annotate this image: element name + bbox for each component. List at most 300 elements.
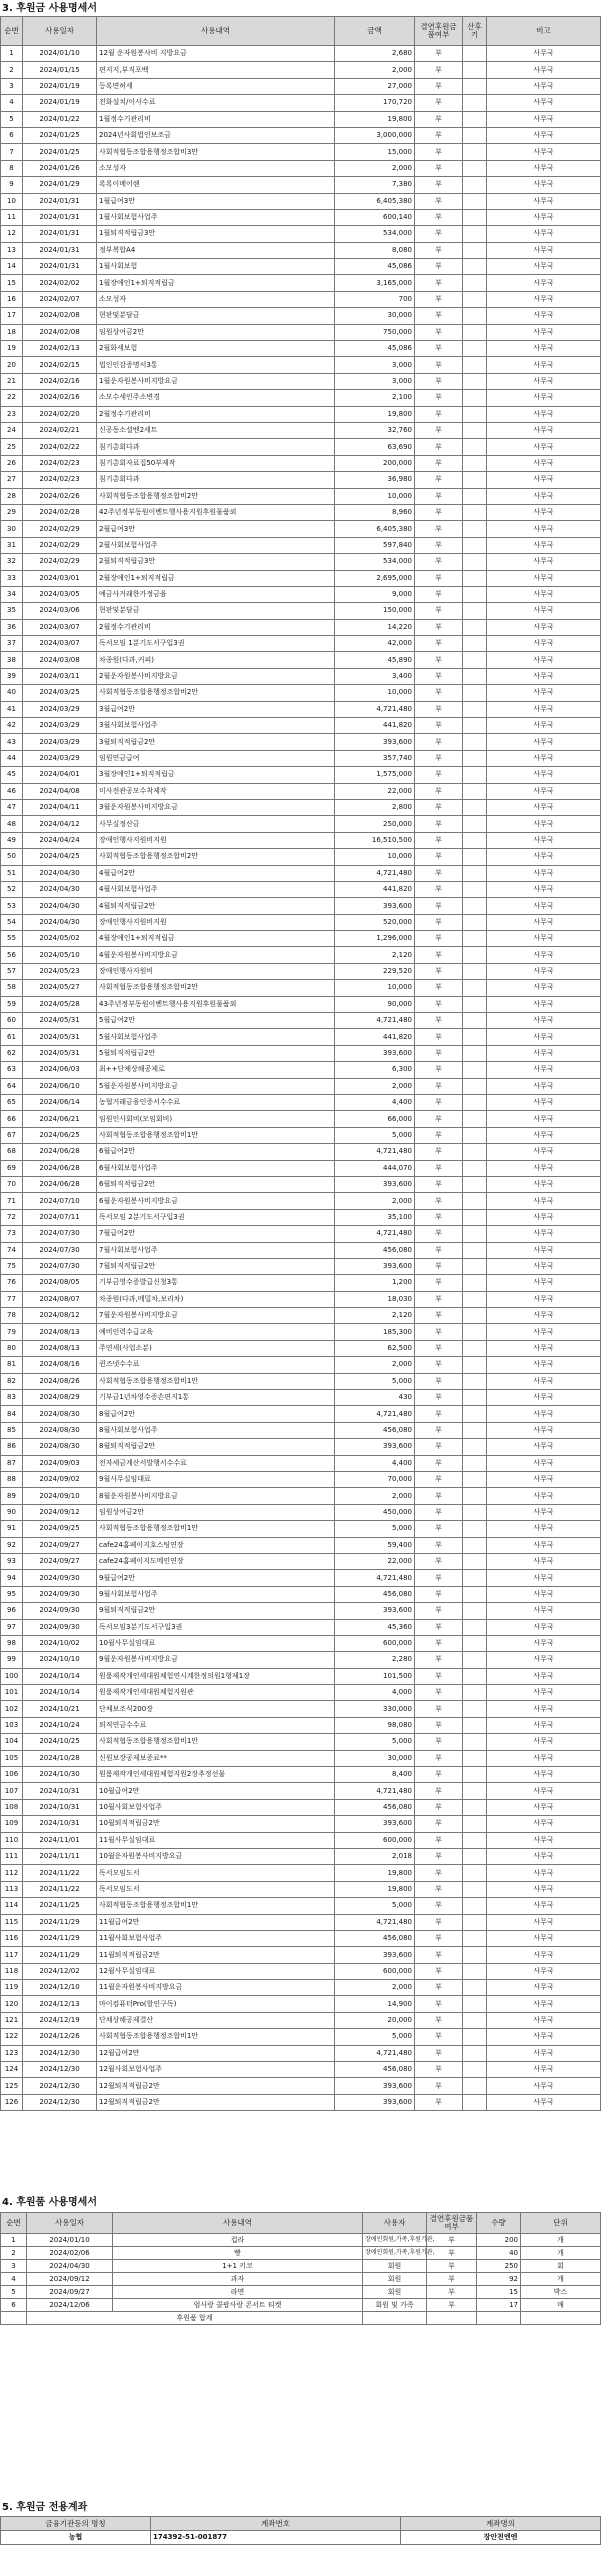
row-flag: 부 [415,1160,463,1176]
row-no: 45 [1,767,23,783]
table-row [1,2012,601,2028]
row-dest [463,439,487,455]
table-row [1,2247,601,2260]
row-date: 2024/08/29 [23,1390,97,1406]
row-no: 71 [1,1193,23,1209]
row-amount: 63,690 [335,439,415,455]
row-no: 33 [1,570,23,586]
table-row [1,1914,601,1930]
row-date: 2024/02/22 [23,439,97,455]
row-date: 2024/09/30 [23,1603,97,1619]
row-amount: 19,800 [335,406,415,422]
row-note: 사무국 [487,2062,601,2078]
row-flag: 부 [415,406,463,422]
table-row [1,2299,601,2312]
table-row [1,1406,601,1422]
col-date: 사용일자 [27,2213,113,2234]
row-date: 2024/03/05 [23,586,97,602]
row-dest [463,1242,487,1258]
row-user: 장애인회원,가족,후원기관, [363,2247,427,2260]
row-dest [463,1816,487,1832]
row-flag: 부 [415,308,463,324]
row-dest [463,1996,487,2012]
row-amount: 393,600 [335,1176,415,1192]
table-row [1,2234,601,2247]
row-note: 사무국 [487,1045,601,1061]
row-user: 회원 [363,2260,427,2273]
row-amount: 5,000 [335,1734,415,1750]
row-dest [463,160,487,176]
account-header-row [1,2517,601,2531]
row-no: 58 [1,980,23,996]
row-amount: 15,000 [335,144,415,160]
row-amount: 8,960 [335,504,415,520]
row-note: 사무국 [487,1193,601,1209]
row-date: 2024/04/30 [23,865,97,881]
row-desc: 농협거래금융인증서수수료 [97,1095,335,1111]
row-amount: 27,000 [335,78,415,94]
row-date: 2024/03/29 [23,701,97,717]
row-no: 124 [1,2062,23,2078]
row-flag: 부 [415,1570,463,1586]
row-flag: 부 [415,1291,463,1307]
table-row [1,1668,601,1684]
row-dest [463,357,487,373]
table-row [1,652,601,668]
row-note: 사무국 [487,586,601,602]
row-desc: 6월급여2만 [97,1144,335,1160]
row-qty: 92 [477,2273,521,2286]
row-no: 94 [1,1570,23,1586]
row-flag: 부 [415,373,463,389]
row-date: 2024/10/31 [23,1799,97,1815]
row-desc: 사회적협동조합용행정조합비1만 [97,1898,335,1914]
row-desc: 2월퇴직적립금3만 [97,554,335,570]
row-desc: 3월사회보험사업주 [97,718,335,734]
row-no: 86 [1,1439,23,1455]
account-number: 174392-51-001877 [151,2531,401,2545]
row-dest [463,62,487,78]
row-note: 사무국 [487,1865,601,1881]
row-amount: 45,086 [335,341,415,357]
row-date: 2024/09/25 [23,1521,97,1537]
row-note: 사무국 [487,1291,601,1307]
row-flag: 부 [415,1947,463,1963]
table-row [1,1471,601,1487]
row-desc: 9월운자원봉사비지방요금 [97,1652,335,1668]
row-date: 2024/05/27 [23,980,97,996]
row-note: 사무국 [487,193,601,209]
row-no: 95 [1,1586,23,1602]
row-desc: 5월급여2만 [97,1013,335,1029]
row-no: 19 [1,341,23,357]
col-flag: 결연후원금품여부 [427,2213,477,2234]
table-row [1,504,601,520]
row-no: 24 [1,422,23,438]
row-desc: 4월퇴직적립금2만 [97,898,335,914]
row-date: 2024/05/31 [23,1029,97,1045]
row-desc: 6월사회보험사업주 [97,1160,335,1176]
goods-total-row [1,2312,601,2325]
row-no: 110 [1,1832,23,1848]
row-date: 2024/02/16 [23,390,97,406]
row-no: 99 [1,1652,23,1668]
row-flag: 부 [415,1455,463,1471]
col-dest: 산후기 [463,17,487,46]
row-desc: 독서모임3분기도서구입3권 [97,1619,335,1635]
row-desc: 8월운자원봉사비지방요금 [97,1488,335,1504]
row-flag: 부 [415,718,463,734]
row-flag: 부 [415,1258,463,1274]
table-row [1,1160,601,1176]
row-note: 사무국 [487,488,601,504]
row-desc: 침기총회다과 [97,439,335,455]
row-no: 103 [1,1717,23,1733]
row-note: 사무국 [487,1258,601,1274]
row-amount: 32,760 [335,422,415,438]
row-note: 사무국 [487,865,601,881]
row-flag: 부 [415,1734,463,1750]
row-amount: 2,000 [335,160,415,176]
row-no: 64 [1,1078,23,1094]
row-desc: 라면 [113,2286,363,2299]
row-flag: 부 [415,1373,463,1389]
row-dest [463,799,487,815]
row-no: 93 [1,1553,23,1569]
row-flag: 부 [415,1242,463,1258]
row-date: 2024/01/15 [23,62,97,78]
row-no: 90 [1,1504,23,1520]
row-amount: 597,840 [335,537,415,553]
row-desc: 마이컴퓨터Pro(할인구독) [97,1996,335,2012]
row-flag: 부 [415,586,463,602]
table-row [1,46,601,62]
row-note: 사무국 [487,308,601,324]
row-desc: 기부금영수증발급신청3통 [97,1275,335,1291]
row-note: 사무국 [487,636,601,652]
row-desc: cafe24홈페이지도메인연장 [97,1553,335,1569]
table-row [1,308,601,324]
row-unit: 박스 [521,2286,601,2299]
row-amount: 393,600 [335,1816,415,1832]
row-no: 65 [1,1095,23,1111]
row-date: 2024/01/19 [23,95,97,111]
row-qty: 200 [477,2234,521,2247]
row-note: 사무국 [487,963,601,979]
row-no: 67 [1,1127,23,1143]
table-row [1,914,601,930]
table-row [1,242,601,258]
row-amount: 2,000 [335,1357,415,1373]
row-flag: 부 [415,95,463,111]
table-row [1,1865,601,1881]
row-date: 2024/10/02 [23,1635,97,1651]
row-no: 76 [1,1275,23,1291]
account-table [0,2516,601,2545]
table-row [1,1947,601,1963]
row-note: 사무국 [487,209,601,225]
row-amount: 14,900 [335,1996,415,2012]
row-dest [463,1750,487,1766]
table-row [1,1963,601,1979]
row-date: 2024/02/15 [23,357,97,373]
row-dest [463,390,487,406]
row-dest [463,947,487,963]
table-row [1,1734,601,1750]
row-desc: 10월퇴직적립금2만 [97,1816,335,1832]
row-dest [463,1308,487,1324]
row-amount: 3,000,000 [335,127,415,143]
goods-usage-table [0,2212,601,2325]
row-note: 사무국 [487,422,601,438]
row-date: 2024/01/31 [23,259,97,275]
table-row [1,767,601,783]
row-no: 115 [1,1914,23,1930]
table-row [1,799,601,815]
goods-total-label: 후원품 합계 [27,2312,363,2325]
row-date: 2024/02/16 [23,373,97,389]
table-row [1,275,601,291]
row-no: 114 [1,1898,23,1914]
row-flag: 부 [415,849,463,865]
row-note: 사무국 [487,1996,601,2012]
row-desc: 1월장애인1+퇴직적립금 [97,275,335,291]
row-desc: 1월사회보험사업주 [97,209,335,225]
row-no: 5 [1,2286,27,2299]
row-desc: 3월운자원봉사비지방요금 [97,799,335,815]
row-desc: 3월퇴직적립금2만 [97,734,335,750]
row-dest [463,308,487,324]
row-note: 사무국 [487,1078,601,1094]
row-desc: 사회적협동조합용행정조합비2만 [97,488,335,504]
row-dest [463,1406,487,1422]
row-desc: 6월퇴직적립금2만 [97,1176,335,1192]
row-amount: 59,400 [335,1537,415,1553]
col-no: 순번 [1,2213,27,2234]
row-no: 96 [1,1603,23,1619]
row-note: 사무국 [487,947,601,963]
row-amount: 30,000 [335,1750,415,1766]
row-amount: 600,000 [335,1832,415,1848]
row-note: 사무국 [487,1685,601,1701]
row-dest [463,1340,487,1356]
row-date: 2024/11/29 [23,1914,97,1930]
row-flag: 부 [415,1013,463,1029]
col-holder: 계좌명의 [401,2517,601,2531]
row-dest [463,554,487,570]
donation-usage-table [0,16,601,2111]
row-amount: 7,380 [335,177,415,193]
row-amount: 10,000 [335,980,415,996]
row-flag: 부 [415,1439,463,1455]
row-date: 2024/02/23 [23,455,97,471]
row-desc: 독서모임도서 [97,1881,335,1897]
table-row [1,947,601,963]
row-amount: 393,600 [335,2094,415,2110]
row-flag: 부 [415,2094,463,2110]
row-note: 사무국 [487,226,601,242]
row-desc: 1월퇴직적립금3만 [97,226,335,242]
row-amount: 393,600 [335,898,415,914]
row-no: 118 [1,1963,23,1979]
row-desc: 현판및분담금 [97,308,335,324]
table-row [1,1308,601,1324]
row-dest [463,2078,487,2094]
row-date: 2024/03/08 [23,652,97,668]
row-amount: 393,600 [335,1947,415,1963]
row-note: 사무국 [487,1209,601,1225]
row-no: 46 [1,783,23,799]
table-row [1,390,601,406]
row-note: 사무국 [487,1816,601,1832]
row-flag: 부 [415,1308,463,1324]
row-note: 사무국 [487,1947,601,1963]
row-no: 108 [1,1799,23,1815]
row-flag: 부 [415,111,463,127]
row-note: 사무국 [487,373,601,389]
row-note: 사무국 [487,1767,601,1783]
row-no: 1 [1,2234,27,2247]
row-date: 2024/09/10 [23,1488,97,1504]
row-no: 5 [1,111,23,127]
table-row [1,2094,601,2110]
row-desc: 6월운자원봉사비지방요금 [97,1193,335,1209]
row-date: 2024/06/28 [23,1176,97,1192]
row-flag: 부 [415,1881,463,1897]
table-row [1,1242,601,1258]
row-no: 112 [1,1865,23,1881]
row-flag: 부 [415,1521,463,1537]
row-date: 2024/06/28 [23,1144,97,1160]
col-date: 사용일자 [23,17,97,46]
row-desc: 현판및분담금 [97,603,335,619]
row-flag: 부 [415,324,463,340]
row-note: 사무국 [487,2078,601,2094]
row-date: 2024/03/11 [23,668,97,684]
row-dest [463,586,487,602]
row-amount: 600,000 [335,1635,415,1651]
row-dest [463,865,487,881]
row-amount: 2,100 [335,390,415,406]
table-row [1,1635,601,1651]
row-no: 122 [1,2029,23,2045]
row-no: 7 [1,144,23,160]
row-dest [463,1095,487,1111]
row-amount: 534,000 [335,554,415,570]
row-no: 20 [1,357,23,373]
row-desc: 12월급여2만 [97,2045,335,2061]
row-user: 회원 [363,2286,427,2299]
row-date: 2024/05/28 [23,996,97,1012]
row-date: 2024/07/10 [23,1193,97,1209]
table-row [1,570,601,586]
row-flag: 부 [415,242,463,258]
row-amount: 441,820 [335,718,415,734]
donation-usage-body [1,46,601,2111]
row-no: 60 [1,1013,23,1029]
sec4-title: 4. 후원품 사용명세서 [2,2197,97,2208]
row-dest [463,521,487,537]
table-row [1,2273,601,2286]
row-date: 2024/11/01 [23,1832,97,1848]
row-amount: 450,000 [335,1504,415,1520]
row-note: 사무국 [487,554,601,570]
row-amount: 3,165,000 [335,275,415,291]
row-amount: 3,400 [335,668,415,684]
row-desc: 12월사무실임대료 [97,1963,335,1979]
row-desc: cafe24홈페이지호스팅연장 [97,1537,335,1553]
row-dest [463,652,487,668]
row-date: 2024/09/02 [23,1471,97,1487]
row-date: 2024/10/14 [23,1668,97,1684]
row-desc: 예비인력수급교육 [97,1324,335,1340]
row-date: 2024/06/03 [23,1062,97,1078]
row-amount: 4,721,480 [335,1013,415,1029]
row-flag: 부 [415,2029,463,2045]
row-dest [463,1619,487,1635]
row-flag: 부 [415,422,463,438]
table-row [1,718,601,734]
row-note: 사무국 [487,1226,601,1242]
table-row [1,1390,601,1406]
row-note: 사무국 [487,1013,601,1029]
row-flag: 부 [415,701,463,717]
row-note: 사무국 [487,1848,601,1864]
row-amount: 30,000 [335,308,415,324]
row-desc: 2월화세보험 [97,341,335,357]
row-amount: 520,000 [335,914,415,930]
row-flag: 부 [415,1111,463,1127]
table-row [1,1996,601,2012]
row-flag: 부 [415,931,463,947]
row-date: 2024/01/25 [23,127,97,143]
row-no: 32 [1,554,23,570]
row-no: 49 [1,832,23,848]
row-amount: 8,400 [335,1767,415,1783]
row-dest [463,1783,487,1799]
row-no: 92 [1,1537,23,1553]
row-no: 18 [1,324,23,340]
row-no: 121 [1,2012,23,2028]
table-row [1,160,601,176]
row-flag: 부 [415,2062,463,2078]
col-unit: 단위 [521,2213,601,2234]
row-no: 42 [1,718,23,734]
row-no: 61 [1,1029,23,1045]
row-no: 87 [1,1455,23,1471]
row-desc: 기부금1년차영수증손편지1통 [97,1390,335,1406]
row-dest [463,1078,487,1094]
row-dest [463,1963,487,1979]
row-date: 2024/04/30 [23,914,97,930]
row-note: 사무국 [487,603,601,619]
row-desc: 미사전관공모수착제작 [97,783,335,799]
row-date: 2024/04/11 [23,799,97,815]
row-flag: 부 [415,2078,463,2094]
row-no: 83 [1,1390,23,1406]
row-flag: 부 [415,1717,463,1733]
row-date: 2024/01/31 [23,209,97,225]
row-dest [463,95,487,111]
row-no: 48 [1,816,23,832]
table-row [1,177,601,193]
row-no: 4 [1,2273,27,2286]
row-date: 2024/11/11 [23,1848,97,1864]
row-amount: 534,000 [335,226,415,242]
row-dest [463,1865,487,1881]
row-note: 사무국 [487,2094,601,2110]
row-amount: 2,000 [335,1078,415,1094]
